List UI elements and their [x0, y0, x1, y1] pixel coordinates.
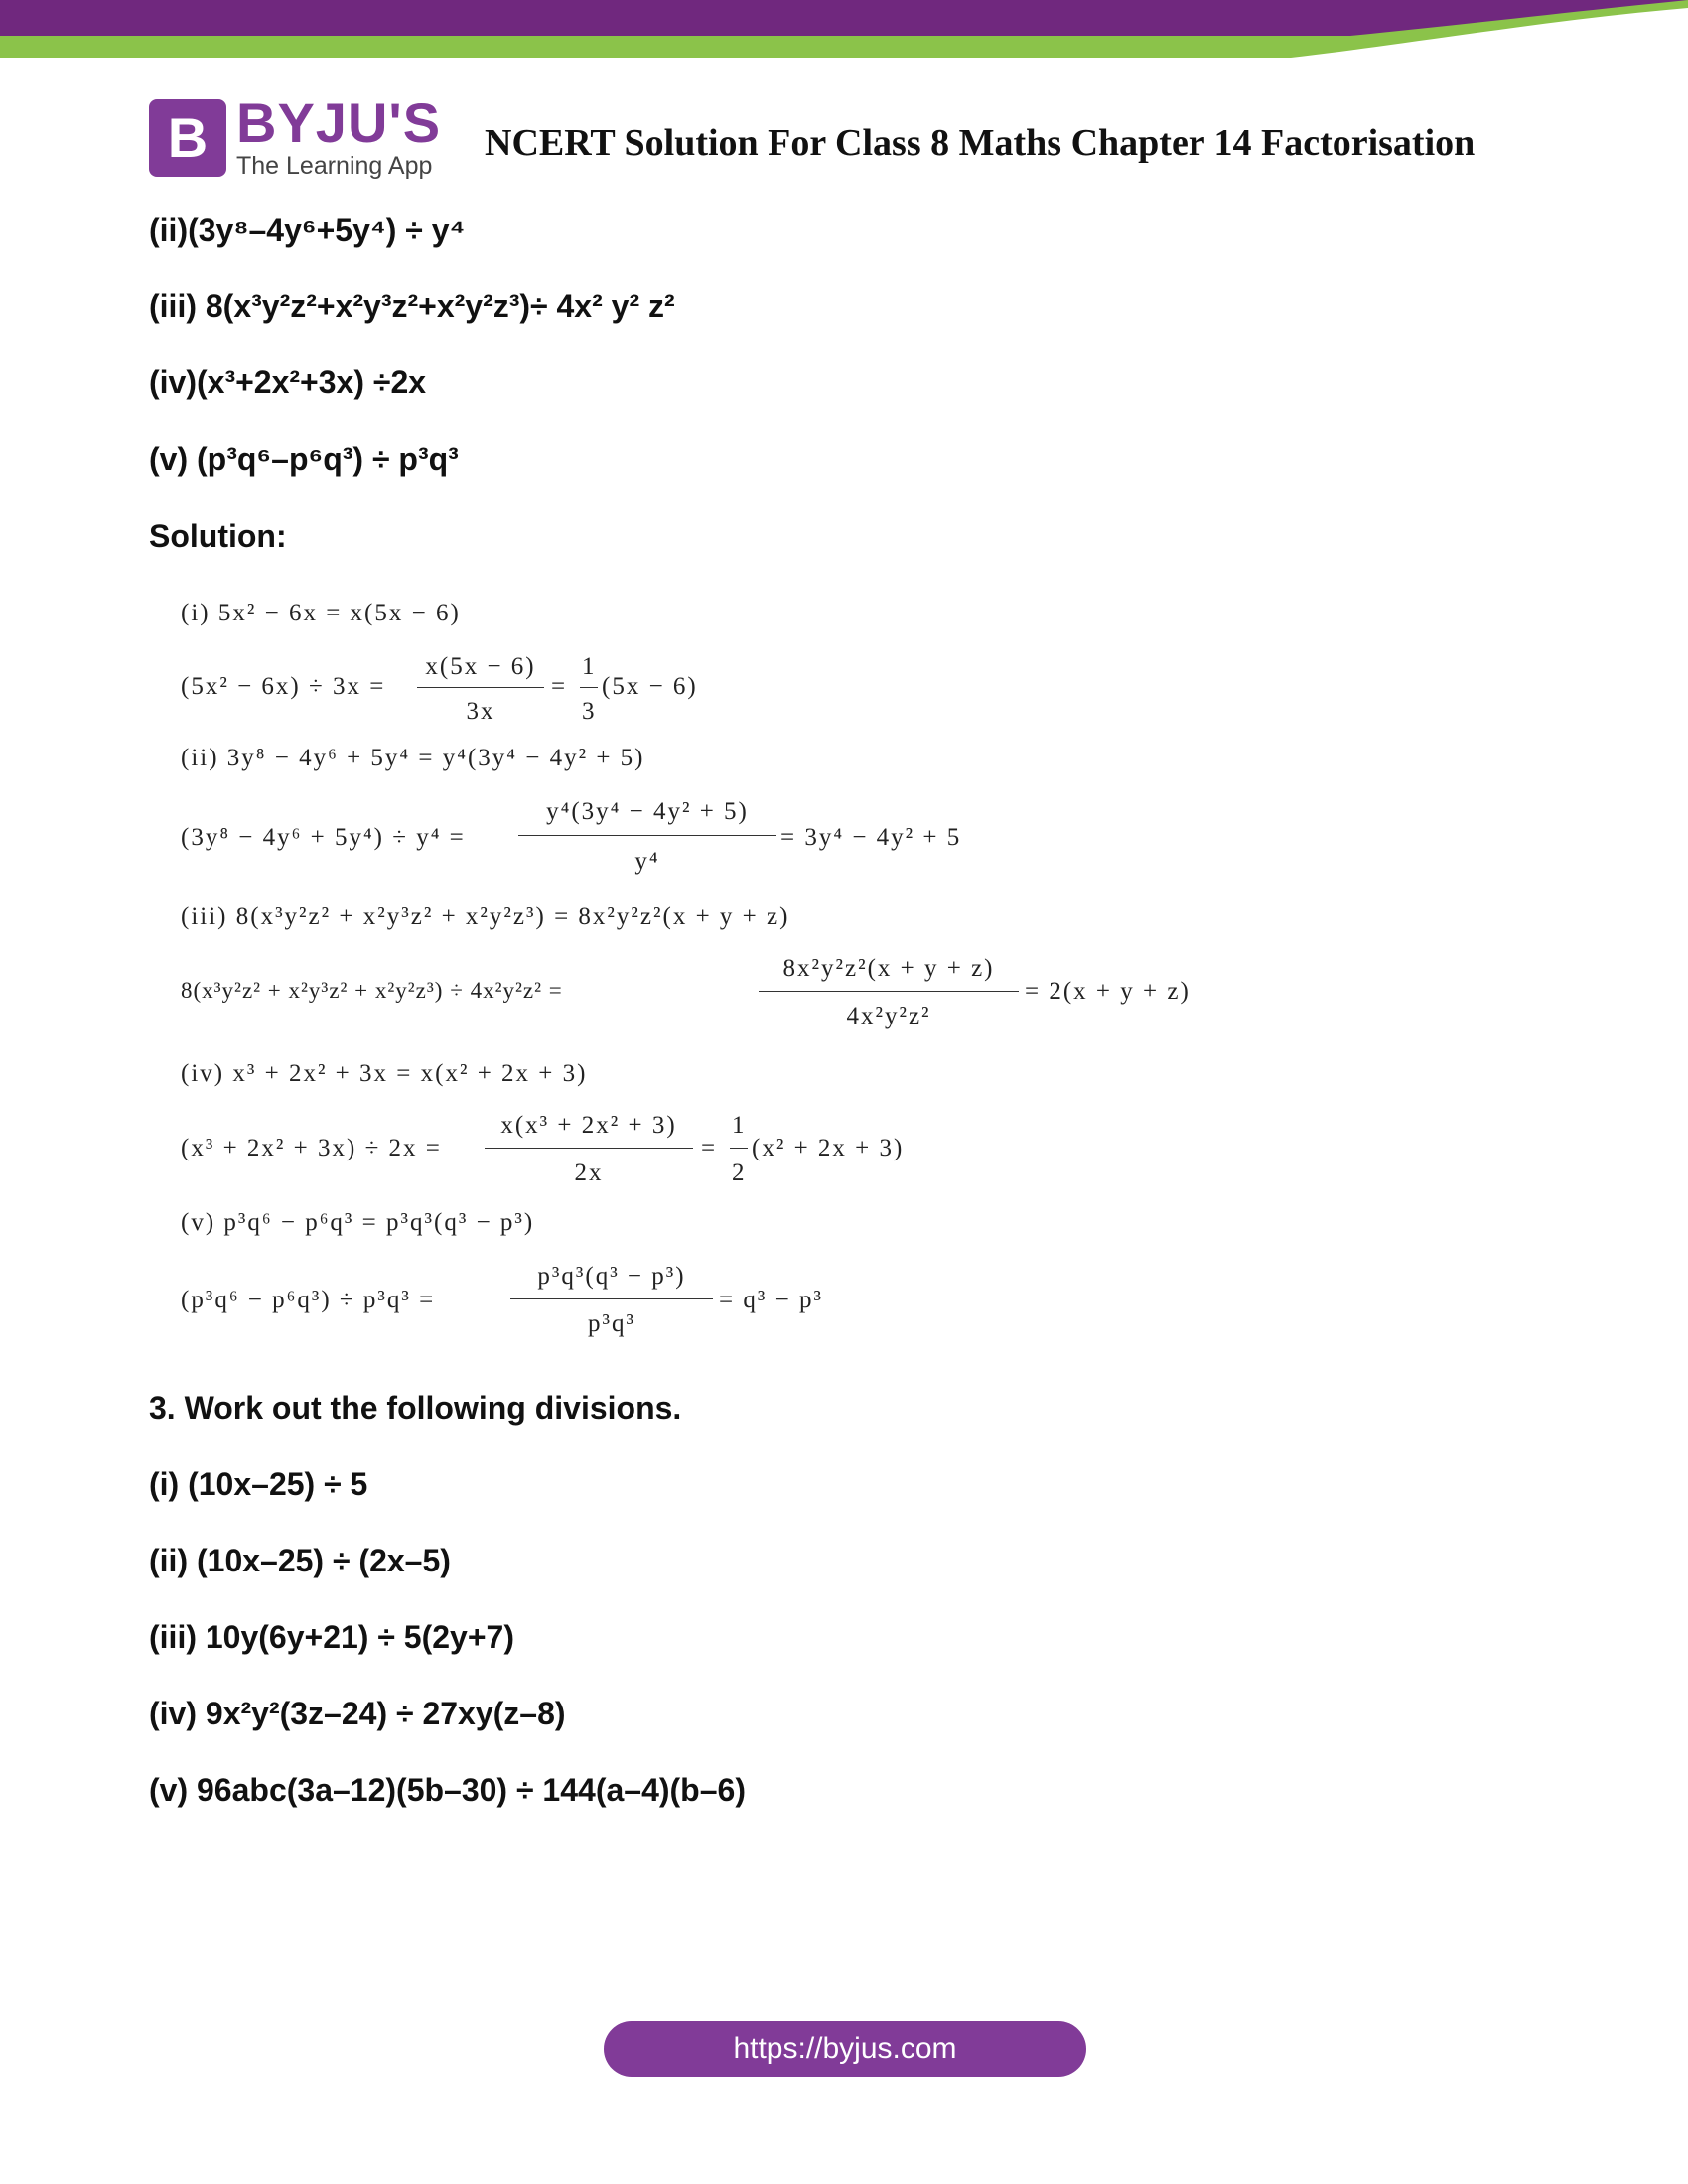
question-label: (v) [149, 441, 189, 477]
question-2-v [149, 441, 459, 478]
question-text: 8(x³y²z²+x²y³z²+x²y²z³)÷ 4x² y² z² [205, 288, 675, 324]
solution-ii-denominator: y⁴ [634, 848, 660, 875]
solution-iii-lhs: 8(x³y²z² + x²y³z² + x²y²z³) ÷ 4x²y²z² = [181, 978, 563, 1003]
solution-v-line1: (v) p³q⁶ − p⁶q³ = p³q³(q³ − p³) [181, 1209, 535, 1236]
logo-tagline: The Learning App [236, 152, 433, 180]
byjus-logo [149, 91, 447, 182]
solution-iv-line1: (iv) x³ + 2x² + 3x = x(x² + 2x + 3) [181, 1060, 588, 1087]
solution-iv-half-bar [730, 1148, 748, 1149]
solution-v-result: = q³ − p³ [719, 1287, 823, 1313]
question-label: (iv) [149, 364, 197, 400]
footer-url-link[interactable]: https://byjus.com [733, 2032, 957, 2065]
solution-iii-numerator: 8x²y²z²(x + y + z) [782, 955, 995, 982]
solution-i-lhs: (5x² − 6x) ÷ 3x = [181, 673, 386, 700]
solution-ii-lhs: (3y⁸ − 4y⁶ + 5y⁴) ÷ y⁴ = [181, 824, 466, 851]
solution-iv-denominator: 2x [574, 1160, 604, 1186]
solution-iv-lhs: (x³ + 2x² + 3x) ÷ 2x = [181, 1135, 442, 1161]
question-3-iv: (iv) 9x²y²(3z–24) ÷ 27xy(z–8) [149, 1696, 566, 1731]
solution-i-numerator: x(5x − 6) [425, 653, 536, 680]
solution-iv-numerator: x(x³ + 2x² + 3) [500, 1112, 677, 1139]
question-text: (x³+2x²+3x) ÷2x [197, 364, 427, 400]
solution-v-denominator: p³q³ [588, 1310, 635, 1337]
question-3-iii: (iii) 10y(6y+21) ÷ 5(2y+7) [149, 1619, 514, 1655]
question-2-iii [149, 288, 675, 325]
logo-brand-name: BYJU'S [236, 91, 442, 154]
solution-i-line1: (i) 5x² − 6x = x(5x − 6) [181, 600, 461, 626]
question-3-v: (v) 96abc(3a–12)(5b–30) ÷ 144(a–4)(b–6) [149, 1772, 746, 1808]
question-3-i: (i) (10x–25) ÷ 5 [149, 1466, 368, 1502]
solution-i-rest: (5x − 6) [602, 673, 698, 700]
solution-heading: Solution: [149, 518, 287, 554]
question-2-ii [149, 212, 465, 249]
question-3-ii: (ii) (10x–25) ÷ (2x–5) [149, 1543, 451, 1578]
solution-i-one: 1 [582, 653, 597, 680]
document-title: NCERT Solution For Class 8 Maths Chapter 14 Factorisation [485, 122, 1476, 164]
header-decor-bar [0, 0, 1688, 60]
solution-i-third-bar [580, 687, 598, 688]
solution-iv-equals: = [701, 1135, 718, 1161]
solution-iv-rest: (x² + 2x + 3) [752, 1135, 905, 1161]
solution-i-denominator: 3x [466, 698, 495, 725]
solution-iii-denominator: 4x²y²z² [846, 1003, 931, 1029]
solution-iv-two: 2 [732, 1160, 747, 1186]
question-2-iv [149, 364, 426, 401]
solution-iii-result: = 2(x + y + z) [1025, 978, 1191, 1005]
solution-v-numerator: p³q³(q³ − p³) [537, 1263, 686, 1290]
solution-iii-fraction-bar [759, 991, 1019, 992]
solution-ii-fraction-bar [518, 835, 776, 836]
solution-v-fraction-bar [510, 1298, 713, 1299]
solution-ii-line1: (ii) 3y⁸ − 4y⁶ + 5y⁴ = y⁴(3y⁴ − 4y² + 5) [181, 745, 645, 771]
solution-i-equals: = [551, 673, 568, 700]
question-text: (ii) [149, 212, 189, 248]
solution-iii-line1: (iii) 8(x³y²z² + x²y³z² + x²y²z³) = 8x²y²z²(x + y + z) [181, 903, 790, 930]
logo-badge [149, 99, 226, 177]
solution-iv-fraction-bar [485, 1148, 693, 1149]
solution-ii-numerator: y⁴(3y⁴ − 4y² + 5) [546, 798, 749, 825]
solution-v-lhs: (p³q⁶ − p⁶q³) ÷ p³q³ = [181, 1287, 436, 1313]
solution-i-three: 3 [582, 698, 597, 725]
question-label: (iii) [149, 288, 197, 324]
logo-letter: B [167, 106, 209, 169]
question-text: (3y⁸–4y⁶+5y⁴) ÷ y⁴ [188, 212, 466, 248]
question-3-heading: 3. Work out the following divisions. [149, 1390, 682, 1426]
solution-iv-one: 1 [732, 1112, 747, 1139]
question-text: (p³q⁶–p⁶q³) ÷ p³q³ [197, 441, 459, 477]
solution-i-fraction-bar [417, 687, 544, 688]
solution-ii-result: = 3y⁴ − 4y² + 5 [780, 824, 962, 851]
